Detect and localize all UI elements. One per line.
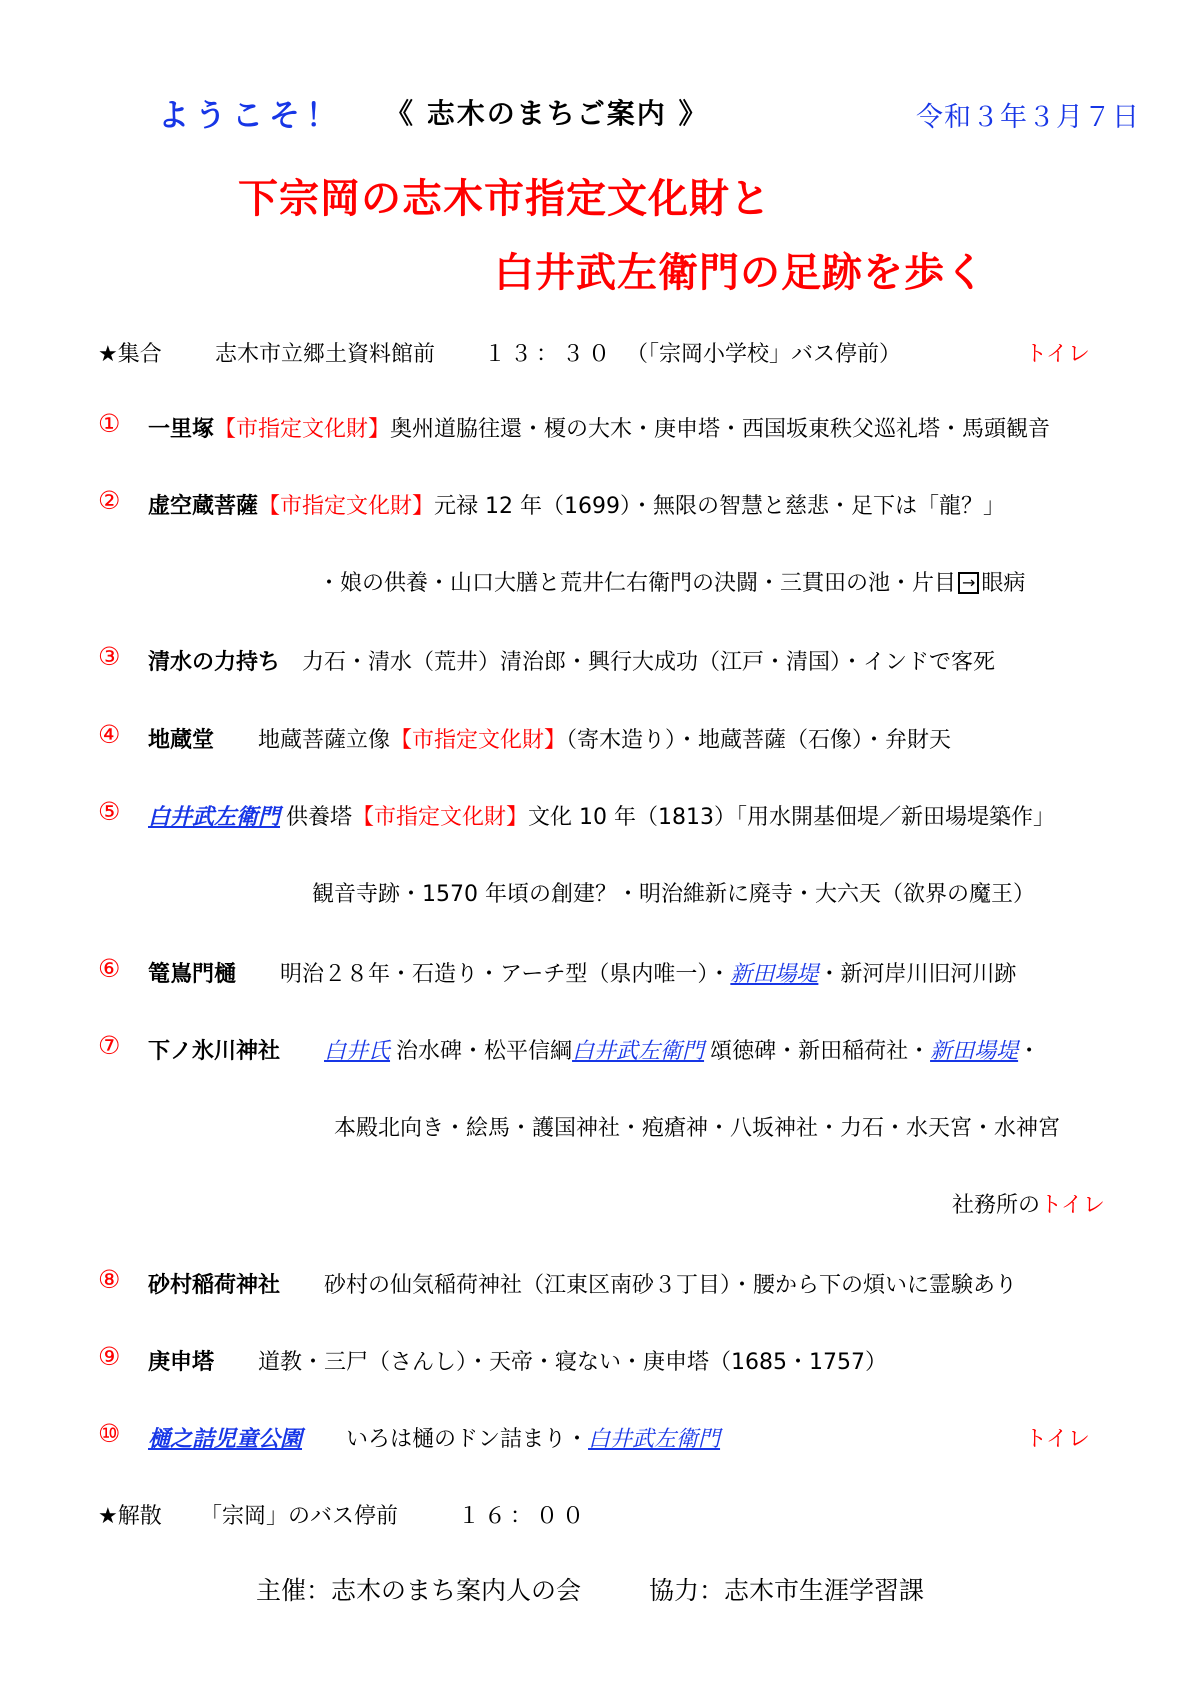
stop-line-1	[148, 412, 1050, 443]
stop-name-5-link[interactable]: 白井武左衛門	[148, 805, 281, 830]
stop-line-3	[148, 645, 995, 676]
shrine-office-label: 社務所の	[952, 1193, 1041, 1218]
stop-description-7c: ・	[1018, 1039, 1041, 1064]
designated-tag: 【市指定文化財】	[214, 417, 391, 442]
item-number-4: ④	[98, 720, 121, 749]
stop-description-8: 砂村の仙気稲荷神社（江東区南砂３丁目）・腰から下の煩いに霊験あり	[324, 1273, 1018, 1298]
stop-line-4	[148, 723, 951, 754]
stop-line-8	[148, 1268, 1017, 1299]
stop-line-9	[148, 1345, 887, 1376]
stop-name-3: 清水の力持ち	[148, 650, 281, 675]
item-number-6: ⑥	[98, 954, 121, 983]
item-number-9: ⑨	[98, 1342, 121, 1371]
park-toilet: トイレ	[1025, 1427, 1090, 1452]
dismissal-label: ★解散	[98, 1504, 162, 1529]
toilet-label: トイレ	[1040, 1193, 1105, 1218]
stop-description-5b: 文化 10 年（1813）「用水開基佃堤／新田場堤築作」	[528, 805, 1056, 830]
dismissal-place: 「宗岡」のバス停前	[200, 1504, 399, 1529]
stop-description-4a: 地蔵菩薩立像	[258, 728, 391, 753]
stop-name-8: 砂村稲荷神社	[148, 1273, 281, 1298]
event-date: 令和３年３月７日	[916, 102, 1140, 133]
item-number-10: ⑩	[98, 1419, 121, 1448]
arrow-box-icon: →	[958, 572, 979, 594]
stop-description-5a: 供養塔	[286, 805, 353, 830]
shirai-busaemon-link[interactable]: 白井武左衛門	[572, 1039, 705, 1064]
stop-name-6: 篭嶌門樋	[148, 962, 237, 987]
designated-tag: 【市指定文化財】	[258, 494, 435, 519]
stop-description-1: 奥州道脇往還・榎の大木・庚申塔・西国坂東秩父巡礼塔・馬頭観音	[390, 417, 1051, 442]
shindenba-embankment-link[interactable]: 新田場堤	[730, 962, 819, 987]
stop-description-10: いろは樋のドン詰まり・	[346, 1427, 589, 1452]
organizer: 主催：志木のまち案内人の会	[256, 1576, 582, 1605]
stop-name-2: 虚空蔵菩薩	[148, 494, 259, 519]
stop-description-2-cont: ・娘の供養・山口大膳と荒井仁右衛門の決闘・三貫田の池・片目	[318, 571, 957, 596]
stop-description-4b: （寄木造り）・地蔵菩薩（石像）・弁財天	[566, 728, 952, 753]
stop-line-5	[148, 800, 1055, 831]
dismissal-time: １６：００	[458, 1504, 589, 1529]
shindenba-embankment-link[interactable]: 新田場堤	[930, 1039, 1019, 1064]
stop-line-7	[148, 1034, 1040, 1065]
stop-description-7-cont: 本殿北向き・絵馬・護国神社・疱瘡神・八坂神社・力石・水天宮・水神宮	[334, 1116, 1061, 1141]
stop-description-7a: 治水碑・松平信綱	[396, 1039, 573, 1064]
shrine-office-toilet	[952, 1188, 1105, 1219]
item-number-1: ①	[98, 409, 121, 438]
stop-name-1: 一里塚	[148, 417, 215, 442]
guide-title: 《 志木のまちご案内 》	[385, 97, 709, 130]
designated-tag: 【市指定文化財】	[390, 728, 567, 753]
shirai-clan-link[interactable]: 白井氏	[324, 1039, 391, 1064]
item-number-3: ③	[98, 642, 121, 671]
stop-description-5-cont: 観音寺跡・1570 年頃の創建？・明治維新に廃寺・大六天（欲界の魔王）	[312, 882, 1035, 907]
stop-name-7: 下ノ氷川神社	[148, 1039, 281, 1064]
stop-description-7b: 頌徳碑・新田稲荷社・	[710, 1039, 931, 1064]
assembly-toilet: トイレ	[1025, 342, 1090, 367]
assembly-place: 志木市立郷土資料館前	[215, 342, 436, 367]
stop-name-10-link[interactable]: 樋之詰児童公園	[148, 1427, 303, 1452]
assembly-label: ★集合	[98, 342, 162, 367]
item-number-7: ⑦	[98, 1031, 121, 1060]
stop-name-4: 地蔵堂	[148, 728, 215, 753]
item-number-2: ②	[98, 486, 121, 515]
stop-description-2: 元禄 12 年（1699）・無限の智慧と慈悲・足下は「龍？」	[434, 494, 1006, 519]
cooperation: 協力：志木市生涯学習課	[649, 1576, 925, 1605]
footer-credits	[256, 1571, 924, 1607]
main-title-line-2: 白井武左衛門の足跡を歩く	[494, 250, 986, 296]
main-title-line-1: 下宗岡の志木市指定文化財と	[238, 176, 771, 222]
stop-description-6b: ・新河岸川旧河川跡	[818, 962, 1017, 987]
stop-description-3: 力石・清水（荒井）清治郎・興行大成功（江戸・清国）・インドで客死	[302, 650, 996, 675]
stop-line-2	[148, 489, 1005, 520]
stop-line-2-continued	[318, 566, 1025, 597]
assembly-time: １３：３０	[484, 342, 615, 367]
item-number-8: ⑧	[98, 1265, 121, 1294]
item-number-5: ⑤	[98, 797, 121, 826]
assembly-bus-stop: （「宗岡小学校」バス停前）	[626, 342, 902, 367]
stop-line-10	[148, 1422, 720, 1453]
stop-description-9: 道教・三尸（さんし）・天帝・寝ない・庚申塔（1685・1757）	[258, 1350, 887, 1375]
stop-line-6	[148, 957, 1016, 988]
stop-description-2-end: 眼病	[981, 571, 1026, 596]
stop-name-9: 庚申塔	[148, 1350, 215, 1375]
designated-tag: 【市指定文化財】	[352, 805, 529, 830]
welcome-text: ようこそ！	[158, 98, 343, 134]
stop-description-6a: 明治２８年・石造り・アーチ型（県内唯一）・	[280, 962, 731, 987]
shirai-busaemon-link[interactable]: 白井武左衛門	[588, 1427, 721, 1452]
